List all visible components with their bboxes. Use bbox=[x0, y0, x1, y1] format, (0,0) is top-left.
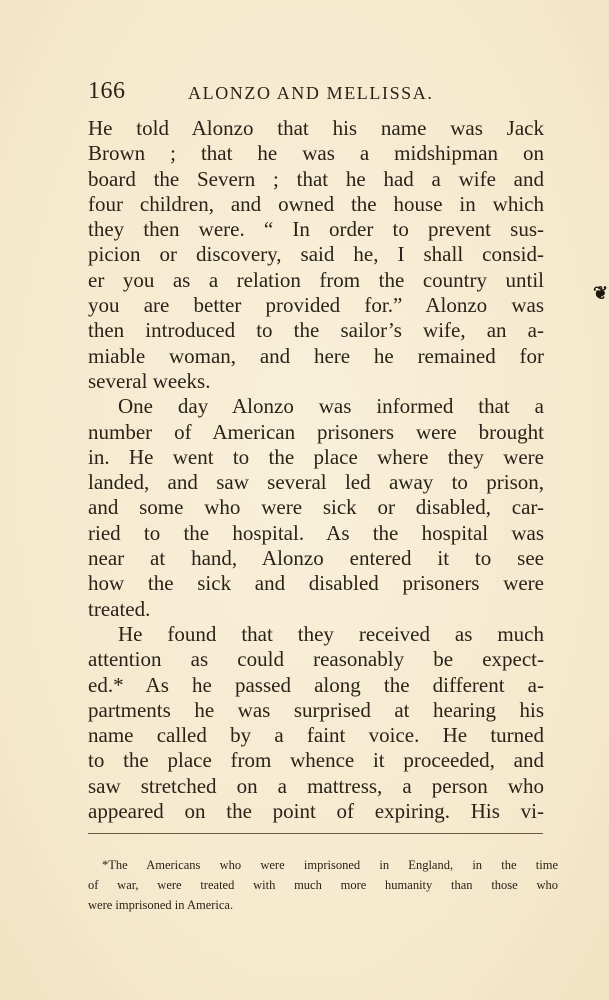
text-line: appeared on the point of expiring. His vi- bbox=[88, 799, 544, 824]
text-line: you are better provided for.” Alonzo was bbox=[88, 293, 544, 318]
text-line: how the sick and disabled prisoners were bbox=[88, 571, 544, 596]
margin-ornament: ❦ bbox=[593, 283, 609, 303]
text-line: board the Severn ; that he had a wife and bbox=[88, 166, 544, 191]
text-line: name called by a faint voice. He turned bbox=[88, 723, 544, 748]
text-line: and some who were sick or disabled, car- bbox=[88, 495, 544, 520]
paragraph-start-line: One day Alonzo was informed that a bbox=[118, 394, 544, 419]
text-line: saw stretched on a mattress, a person who bbox=[88, 773, 544, 798]
text-line: landed, and saw several led away to prison, bbox=[88, 470, 544, 495]
page-header bbox=[88, 78, 543, 108]
footnote-rule bbox=[88, 833, 543, 834]
text-line: ried to the hospital. As the hospital was bbox=[88, 520, 544, 545]
text-line: then introduced to the sailor’s wife, an a- bbox=[88, 318, 544, 343]
text-line: picion or discovery, said he, I shall consid- bbox=[88, 242, 544, 267]
footnote-line: *The Americans who were imprisoned in England, in the time bbox=[102, 858, 558, 872]
text-line: near at hand, Alonzo entered it to see bbox=[88, 546, 544, 571]
page-number: 166 bbox=[88, 78, 126, 104]
body-text bbox=[88, 116, 544, 824]
text-line: several weeks. bbox=[88, 368, 211, 393]
text-line: in. He went to the place where they were bbox=[88, 444, 544, 469]
text-line: to the place from whence it proceeded, and bbox=[88, 748, 544, 773]
text-line: miable woman, and here he remained for bbox=[88, 343, 544, 368]
text-line: Brown ; that he was a midshipman on bbox=[88, 141, 544, 166]
paragraph-start-line: He found that they received as much bbox=[118, 621, 544, 646]
text-line: He told Alonzo that his name was Jack bbox=[88, 116, 544, 140]
running-head: ALONZO AND MELLISSA. bbox=[188, 83, 434, 103]
footnote bbox=[88, 855, 558, 915]
text-line: ed.* As he passed along the different a- bbox=[88, 672, 544, 697]
footnote-line: were imprisoned in America. bbox=[88, 898, 234, 912]
text-line: they then were. “ In order to prevent sus- bbox=[88, 217, 544, 242]
text-line: partments he was surprised at hearing his bbox=[88, 697, 544, 722]
text-line: attention as could reasonably be expect- bbox=[88, 647, 544, 672]
footnote-line: of war, were treated with much more humanity than those who bbox=[88, 878, 558, 892]
text-line: treated. bbox=[88, 596, 151, 621]
text-line: number of American prisoners were brought bbox=[88, 419, 544, 444]
text-line: er you as a relation from the country until bbox=[88, 267, 544, 292]
text-line: four children, and owned the house in which bbox=[88, 191, 544, 216]
